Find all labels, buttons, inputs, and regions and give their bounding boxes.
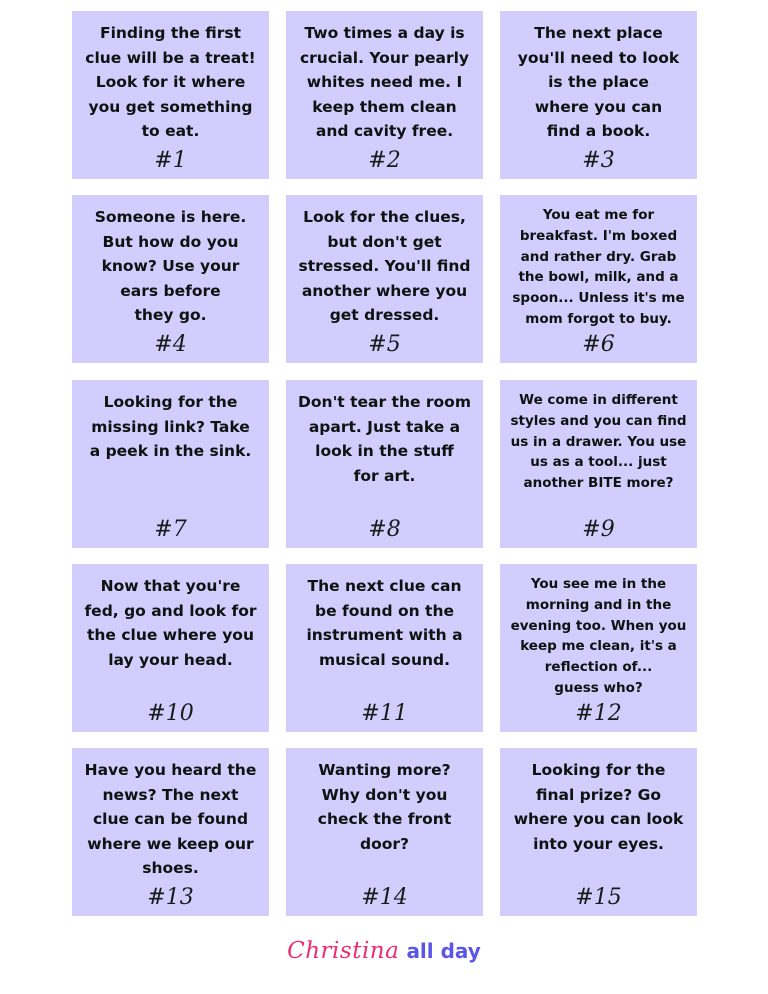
clue-card-14 (286, 748, 483, 916)
clue-card-11 (286, 564, 483, 732)
clue-text: The next place you'll need to look is the place where you can find a book. (517, 24, 680, 140)
clue-card-8 (286, 380, 483, 548)
clue-text: We come in different styles and you can find us in a drawer. You use us as a tool... just another BITE more? (510, 392, 687, 492)
clue-card-9 (500, 380, 697, 548)
clue-number: #14 (361, 885, 408, 910)
clue-text: Look for the clues, but don't get stressed. You'll find another where you get dressed. (298, 208, 471, 324)
clue-card-5 (286, 195, 483, 363)
clue-card-12 (500, 564, 697, 732)
clue-text: Wanting more? Why don't you check the front door? (317, 761, 452, 853)
clue-number: #5 (368, 332, 401, 357)
clue-number: #2 (368, 148, 401, 173)
clue-number: #9 (582, 517, 615, 542)
clue-text: The next clue can be found on the instrument with a musical sound. (306, 577, 463, 669)
clue-number: #11 (361, 701, 408, 726)
clue-card-7 (72, 380, 269, 548)
clue-number: #3 (582, 148, 615, 173)
clue-text: Don't tear the room apart. Just take a look in the stuff for art. (298, 393, 471, 485)
clue-number: #1 (154, 148, 187, 173)
clue-number: #12 (575, 701, 622, 726)
clue-number: #4 (154, 332, 187, 357)
clue-card-1 (72, 11, 269, 179)
clue-number: #7 (154, 517, 187, 542)
clue-text: Looking for the final prize? Go where you can look into your eyes. (513, 761, 684, 853)
clue-number: #8 (368, 517, 401, 542)
brand-script-text: Christina (287, 938, 400, 964)
clue-card-4 (72, 195, 269, 363)
clue-number: #13 (147, 885, 194, 910)
clue-card-2 (286, 11, 483, 179)
clue-number: #15 (575, 885, 622, 910)
clue-card-13 (72, 748, 269, 916)
clue-text: You see me in the morning and in the evening too. When you keep me clean, it's a reflection of... guess who? (510, 576, 687, 696)
clue-number: #10 (147, 701, 194, 726)
clue-card-10 (72, 564, 269, 732)
clue-text: Have you heard the news? The next clue can be found where we keep our shoes. (84, 761, 257, 877)
clue-text: Someone is here. But how do you know? Use your ears before they go. (94, 208, 247, 324)
brand-logo (0, 938, 768, 964)
clue-card-6 (500, 195, 697, 363)
brand-rest-text: all day (406, 939, 481, 963)
clue-text: Finding the first clue will be a treat! Look for it where you get something to eat. (85, 24, 256, 140)
clue-text: Now that you're fed, go and look for the clue where you lay your head. (84, 577, 257, 669)
clue-card-15 (500, 748, 697, 916)
clue-text: You eat me for breakfast. I'm boxed and rather dry. Grab the bowl, milk, and a spoon... Unless it's me mom forgot to buy. (512, 207, 685, 327)
clue-text: Two times a day is crucial. Your pearly whites need me. I keep them clean and cavity free. (299, 24, 470, 140)
clue-number: #6 (582, 332, 615, 357)
clue-card-3 (500, 11, 697, 179)
clue-text: Looking for the missing link? Take a peek in the sink. (89, 393, 252, 460)
